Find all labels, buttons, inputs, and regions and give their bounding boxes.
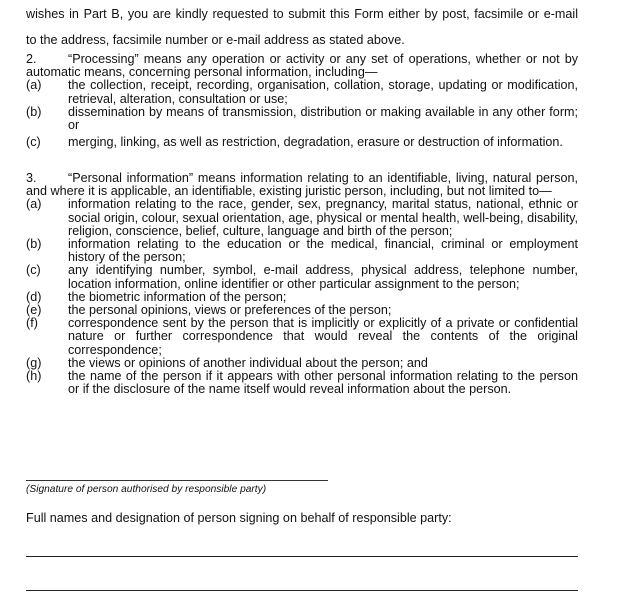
item-label: (e) (26, 303, 42, 318)
item-text: the name of the person if it appears with other personal information relating to the person or if the disclosure of the name itself would reveal information about the person. (68, 369, 578, 397)
item-label: (h) (26, 369, 42, 384)
item-text: the biometric information of the person; (68, 289, 287, 304)
item-label: (c) (26, 263, 41, 278)
item-text: information relating to the education or the medical, financial, criminal or employment history of the person; (68, 237, 578, 265)
fullnames-label: Full names and designation of person signing on behalf of responsible party: (26, 511, 452, 525)
personal-info-item-b (26, 238, 578, 264)
fullnames-line-2[interactable] (26, 590, 578, 591)
personal-info-number: 3. (26, 171, 37, 185)
personal-info-definition (26, 172, 578, 198)
processing-item-a (26, 79, 578, 105)
processing-section (26, 53, 578, 149)
item-text: merging, linking, as well as restriction, degradation, erasure or destruction of information. (68, 135, 563, 150)
fullnames-line-1[interactable] (26, 556, 578, 557)
item-label: (b) (26, 104, 42, 119)
item-label: (f) (26, 316, 38, 331)
item-text: information relating to the race, gender, sex, pregnancy, marital status, national, ethnic or social origin, colour, sexual orientation, age, physical or mental health, well-being, disability, religion, conscience, belief, culture, language and birth of the person; (68, 197, 578, 238)
personal-info-item-a (26, 198, 578, 238)
processing-text: “Processing” means any operation or activity or any set of operations, whether or not by automatic means, concerning personal information, including— (26, 52, 578, 80)
personal-info-item-c (26, 264, 578, 290)
personal-info-item-f (26, 317, 578, 357)
item-text: the collection, receipt, recording, organisation, collation, storage, updating or modification, retrieval, alteration, consultation or use; (68, 78, 578, 106)
personal-info-text: “Personal information” means information relating to an identifiable, living, natural person, and where it is applicable, an identifiable, existing juristic person, including, but not limited to— (26, 171, 578, 199)
item-text: correspondence sent by the person that is implicitly or explicitly of a private or confidential nature or further correspondence that would reveal the contents of the original correspondence; (68, 316, 578, 357)
processing-item-b (26, 106, 578, 132)
item-label: (a) (26, 78, 42, 93)
intro-line-1: wishes in Part B, you are kindly requested to submit this Form either by post, facsimile or e-mail (26, 7, 578, 21)
personal-info-section (26, 172, 578, 396)
item-label: (d) (26, 289, 42, 304)
intro-paragraph (26, 8, 578, 48)
item-label: (c) (26, 135, 41, 150)
processing-number: 2. (26, 52, 37, 66)
personal-info-item-h (26, 370, 578, 396)
item-text: the views or opinions of another individual about the person; and (68, 355, 428, 370)
signature-line[interactable] (26, 480, 328, 481)
signature-caption: (Signature of person authorised by responsible party) (26, 484, 267, 495)
item-text: any identifying number, symbol, e-mail address, physical address, telephone number, location information, online identifier or other particular assignment to the person; (68, 263, 578, 291)
item-label: (g) (26, 355, 42, 370)
processing-definition (26, 53, 578, 79)
item-text: dissemination by means of transmission, distribution or making available in any other form; or (68, 104, 578, 133)
intro-line-2: to the address, facsimile number or e-mail address as stated above. (26, 33, 405, 48)
item-label: (b) (26, 237, 42, 252)
processing-item-c (26, 136, 578, 149)
item-label: (a) (26, 197, 42, 212)
item-text: the personal opinions, views or preferences of the person; (68, 303, 392, 318)
